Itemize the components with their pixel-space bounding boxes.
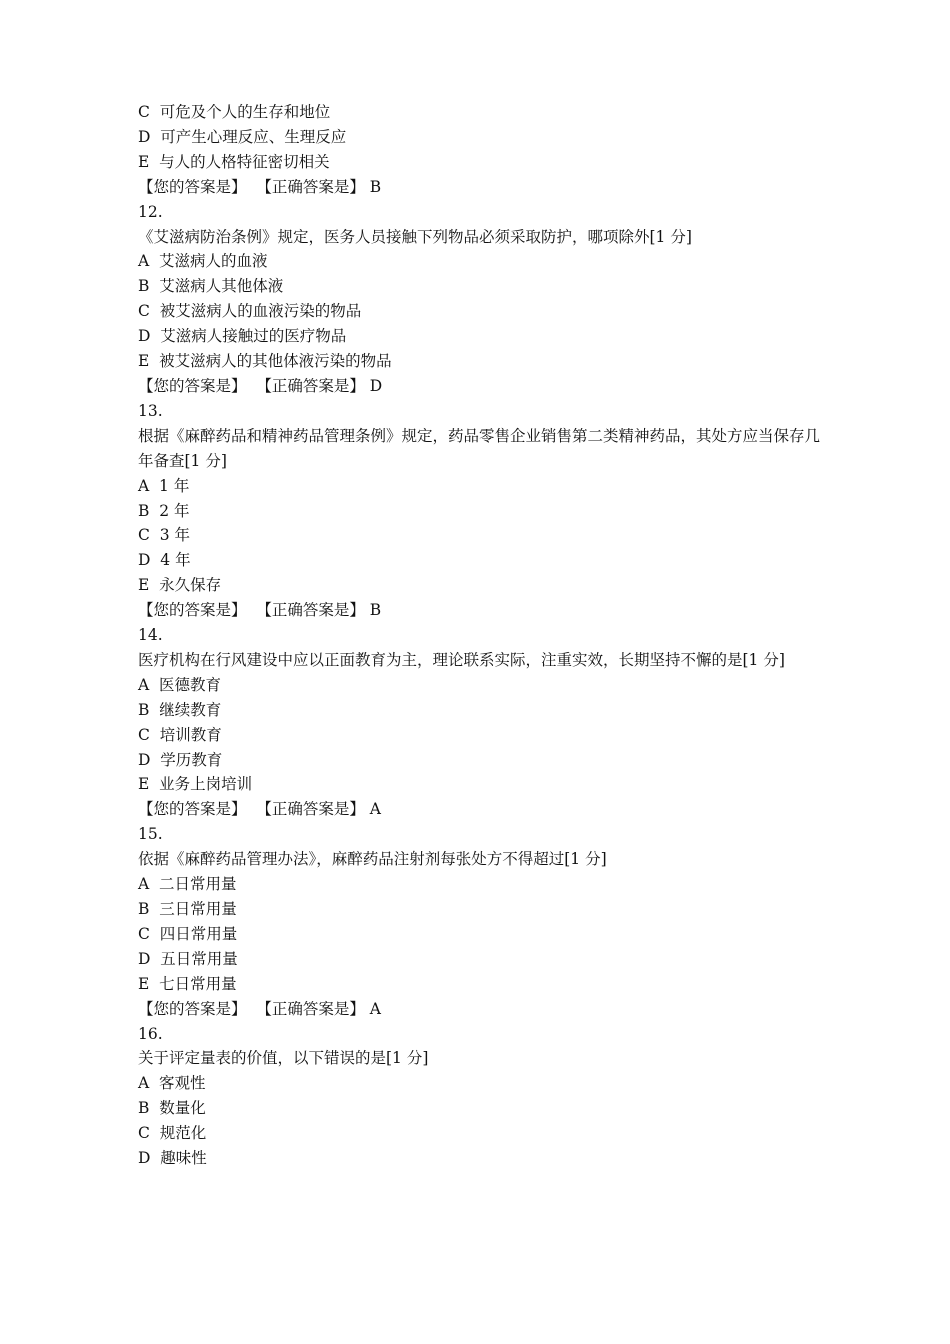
question-number: 16.: [138, 1024, 163, 1043]
question-number: 14.: [138, 626, 163, 645]
answer-option: B 继续教育: [138, 700, 222, 719]
answer-option: D 4 年: [138, 551, 191, 570]
answer-option: C 被艾滋病人的血液污染的物品: [138, 302, 362, 321]
answer-option: D 可产生心理反应、生理反应: [138, 127, 347, 146]
answer-option: B 2 年: [138, 501, 190, 520]
question-number: 12.: [138, 202, 163, 221]
question-text: 关于评定量表的价值，以下错误的是[1 分]: [138, 1049, 429, 1068]
answer-option: D 五日常用量: [138, 949, 238, 968]
answer-option: E 与人的人格特征密切相关: [138, 152, 330, 171]
answer-option: A 医德教育: [138, 675, 222, 694]
answer-result-line: 【您的答案是】 【正确答案是】 B: [138, 177, 382, 196]
answer-option: C 3 年: [138, 526, 191, 545]
question-text: 《艾滋病防治条例》规定，医务人员接触下列物品必须采取防护，哪项除外[1 分]: [138, 227, 692, 246]
answer-option: C 培训教育: [138, 725, 222, 744]
answer-result-line: 【您的答案是】 【正确答案是】 A: [138, 800, 381, 819]
answer-option: A 二日常用量: [138, 875, 237, 894]
answer-option: C 可危及个人的生存和地位: [138, 103, 331, 121]
question-text: 根据《麻醉药品和精神药品管理条例》规定，药品零售企业销售第二类精神药品，其处方应当保存几年备查[1 分]: [138, 426, 821, 470]
answer-option: B 三日常用量: [138, 900, 237, 918]
answer-option: A 1 年: [138, 476, 190, 495]
answer-option: B 数量化: [138, 1099, 206, 1118]
answer-option: D 学历教育: [138, 750, 223, 769]
answer-option: B 艾滋病人其他体液: [138, 277, 284, 296]
question-text: 依据《麻醉药品管理办法》，麻醉药品注射剂每张处方不得超过[1 分]: [138, 850, 607, 869]
exam-document: [138, 100, 828, 1171]
answer-option: E 七日常用量: [138, 974, 237, 993]
answer-option: A 客观性: [138, 1074, 206, 1093]
answer-result-line: 【您的答案是】 【正确答案是】 A: [138, 999, 381, 1018]
answer-result-line: 【您的答案是】 【正确答案是】 B: [138, 601, 382, 620]
answer-option: D 趣味性: [138, 1149, 207, 1168]
answer-option: A 艾滋病人的血液: [138, 252, 268, 271]
answer-option: E 业务上岗培训: [138, 775, 253, 794]
answer-option: E 被艾滋病人的其他体液污染的物品: [138, 352, 392, 371]
answer-option: E 永久保存: [138, 576, 222, 595]
answer-result-line: 【您的答案是】 【正确答案是】 D: [138, 376, 383, 395]
answer-option: D 艾滋病人接触过的医疗物品: [138, 327, 347, 346]
answer-option: C 四日常用量: [138, 924, 238, 943]
question-text: 医疗机构在行风建设中应以正面教育为主，理论联系实际，注重实效，长期坚持不懈的是[1 分]: [138, 650, 785, 669]
question-number: 15.: [138, 825, 163, 844]
answer-option: C 规范化: [138, 1124, 207, 1143]
question-number: 13.: [138, 401, 163, 420]
